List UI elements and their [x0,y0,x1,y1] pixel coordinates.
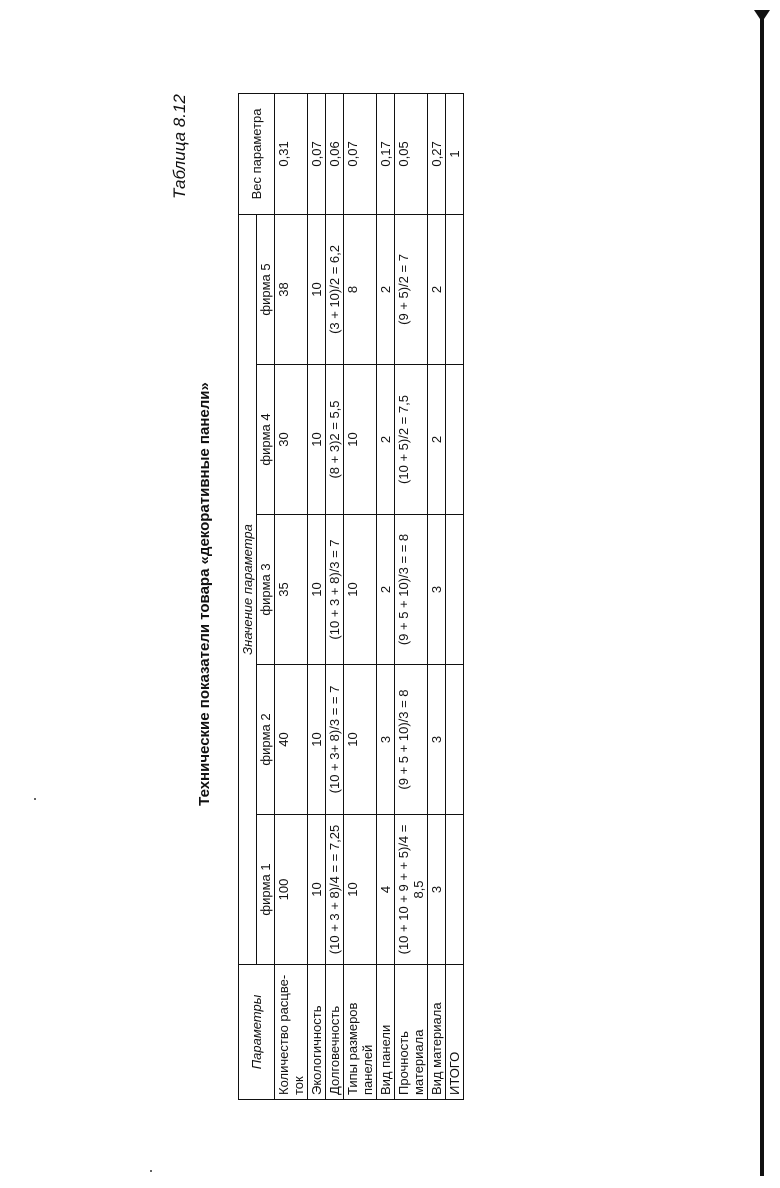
row-param: Вид панели [377,965,395,1100]
row-cell: (9 + 5 + 10)/3 = 8 [395,665,428,815]
row-cell: (10 + 3 + 8)/4 = = 7,25 [326,815,344,965]
row-cell: 10 [308,214,326,364]
row-param: Долговечность [326,965,344,1100]
header-firm: фирма 4 [257,365,275,515]
row-cell: 3 [428,815,446,965]
table-row [326,93,344,1099]
row-weight: 0,27 [428,93,446,214]
row-weight: 0,06 [326,93,344,214]
row-weight: 0,05 [395,93,428,214]
row-cell: (10 + 10 + 9 + + 5)/4 = 8,5 [395,815,428,965]
table-header-row-1 [239,93,257,1099]
header-firm: фирма 5 [257,214,275,364]
row-weight: 0,17 [377,93,395,214]
table-row [308,93,326,1099]
technical-indicators-table [238,93,464,1100]
row-cell: (9 + 5)/2 = 7 [395,214,428,364]
row-cell: 10 [344,365,377,515]
header-firm: фирма 2 [257,665,275,815]
header-params: Параметры [239,965,275,1100]
row-cell [446,815,464,965]
row-weight: 1 [446,93,464,214]
row-param: Прочность материала [395,965,428,1100]
header-weight: Вес параметра [239,93,275,214]
row-param: Экологичность [308,965,326,1100]
row-cell: 2 [428,214,446,364]
row-param: Вид материала [428,965,446,1100]
row-cell: (10 + 5)/2 = 7,5 [395,365,428,515]
row-cell: 2 [377,515,395,665]
row-cell: 3 [428,665,446,815]
row-cell: 10 [308,515,326,665]
row-cell: 2 [428,365,446,515]
row-cell: 3 [428,515,446,665]
row-cell: (9 + 5 + 10)/3 = = 8 [395,515,428,665]
row-cell: 30 [275,365,308,515]
header-group: Значение параметра [239,214,257,964]
row-cell: (8 + 3)2 = 5,5 [326,365,344,515]
row-param: ИТОГО [446,965,464,1100]
table-title: Технические показатели товара «декоративные панели» [196,382,213,806]
row-cell: 2 [377,365,395,515]
row-cell: 10 [344,515,377,665]
table-row [275,93,308,1099]
row-cell [446,365,464,515]
table-caption: Таблица 8.12 [170,94,189,199]
row-param: Количество расцве-ток [275,965,308,1100]
row-cell [446,665,464,815]
row-cell: 38 [275,214,308,364]
row-cell: 100 [275,815,308,965]
row-cell: 10 [308,665,326,815]
row-cell [446,214,464,364]
row-cell: 8 [344,214,377,364]
row-weight: 0,31 [275,93,308,214]
table-row [446,93,464,1099]
header-firm: фирма 1 [257,815,275,965]
table-body [275,93,464,1099]
row-cell [446,515,464,665]
row-cell: (3 + 10)/2 = 6,2 [326,214,344,364]
row-cell: 10 [308,815,326,965]
header-firm: фирма 3 [257,515,275,665]
row-cell: 35 [275,515,308,665]
row-cell: (10 + 3+ 8)/3 = = 7 [326,665,344,815]
row-cell: 10 [308,365,326,515]
table-header-row-2 [257,93,275,1099]
row-weight: 0,07 [308,93,326,214]
row-weight: 0,07 [344,93,377,214]
row-cell: 10 [344,665,377,815]
row-param: Типы размеров панелей [344,965,377,1100]
row-cell: (10 + 3 + 8)/3 = 7 [326,515,344,665]
row-cell: 4 [377,815,395,965]
table-row [428,93,446,1099]
table-row [377,93,395,1099]
row-cell: 3 [377,665,395,815]
row-cell: 10 [344,815,377,965]
table-row [344,93,377,1099]
table-row [395,93,428,1099]
row-cell: 2 [377,214,395,364]
row-cell: 40 [275,665,308,815]
